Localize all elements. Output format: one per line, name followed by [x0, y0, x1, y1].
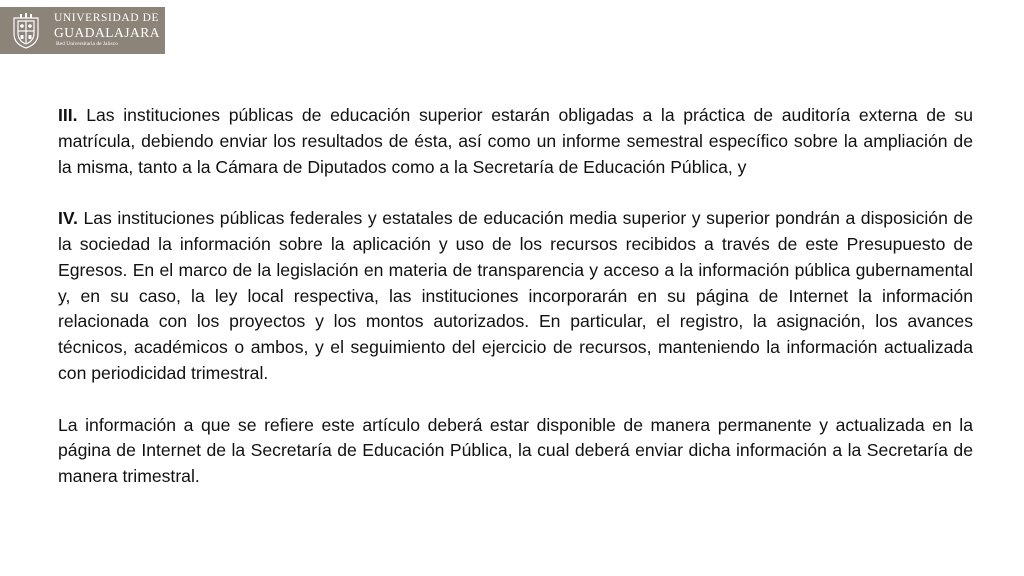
paragraph-lead: IV. [58, 208, 78, 229]
logo-line-2: GUADALAJARA [54, 24, 160, 40]
logo-text [54, 13, 160, 48]
paragraph-text: Las instituciones públicas de educación superior estarán obligadas a la práctica de auditoría externa de su matrícula, debiendo enviar los resultados de ésta, así como un informe semestral específico sobre la ampliación de la misma, tanto a la Cámara de Diputados como a la Secretaría de Educación Pública, y [58, 105, 973, 177]
crest-icon [8, 12, 44, 50]
slide-body [58, 103, 973, 516]
paragraph-text: La información a que se refiere este artículo deberá estar disponible de manera permanente y actualizada en la página de Internet de la Secretaría de Educación Pública, la cual deberá enviar dicha información a la Secretaría de manera trimestral. [58, 414, 973, 487]
paragraph-iv [58, 206, 973, 387]
paragraph-closing [58, 413, 973, 490]
logo-line-3: Red Universitaria de Jalisco [56, 41, 118, 48]
logo-line-1: UNIVERSIDAD DE [54, 12, 160, 25]
paragraph-iii [58, 103, 973, 180]
paragraph-lead: III. [58, 105, 78, 125]
paragraph-text: Las instituciones públicas federales y estatales de educación media superior y superior pondrán a disposición de la sociedad la información sobre la aplicación y uso de los recursos recibidos a través de este Presupuesto de Egresos. En el marco de la legislación en materia de transparencia y acceso a la información pública gubernamental y, en su caso, la ley local respectiva, las instituciones incorporarán en su página de Internet la información relacionada con los proyectos y los montos autorizados. En particular, el registro, la asignación, los avances técnicos, académicos o ambos, y el seguimiento del ejercicio de recursos, manteniendo la información actualizada con periodicidad trimestral. [58, 208, 973, 383]
university-logo [0, 7, 165, 54]
